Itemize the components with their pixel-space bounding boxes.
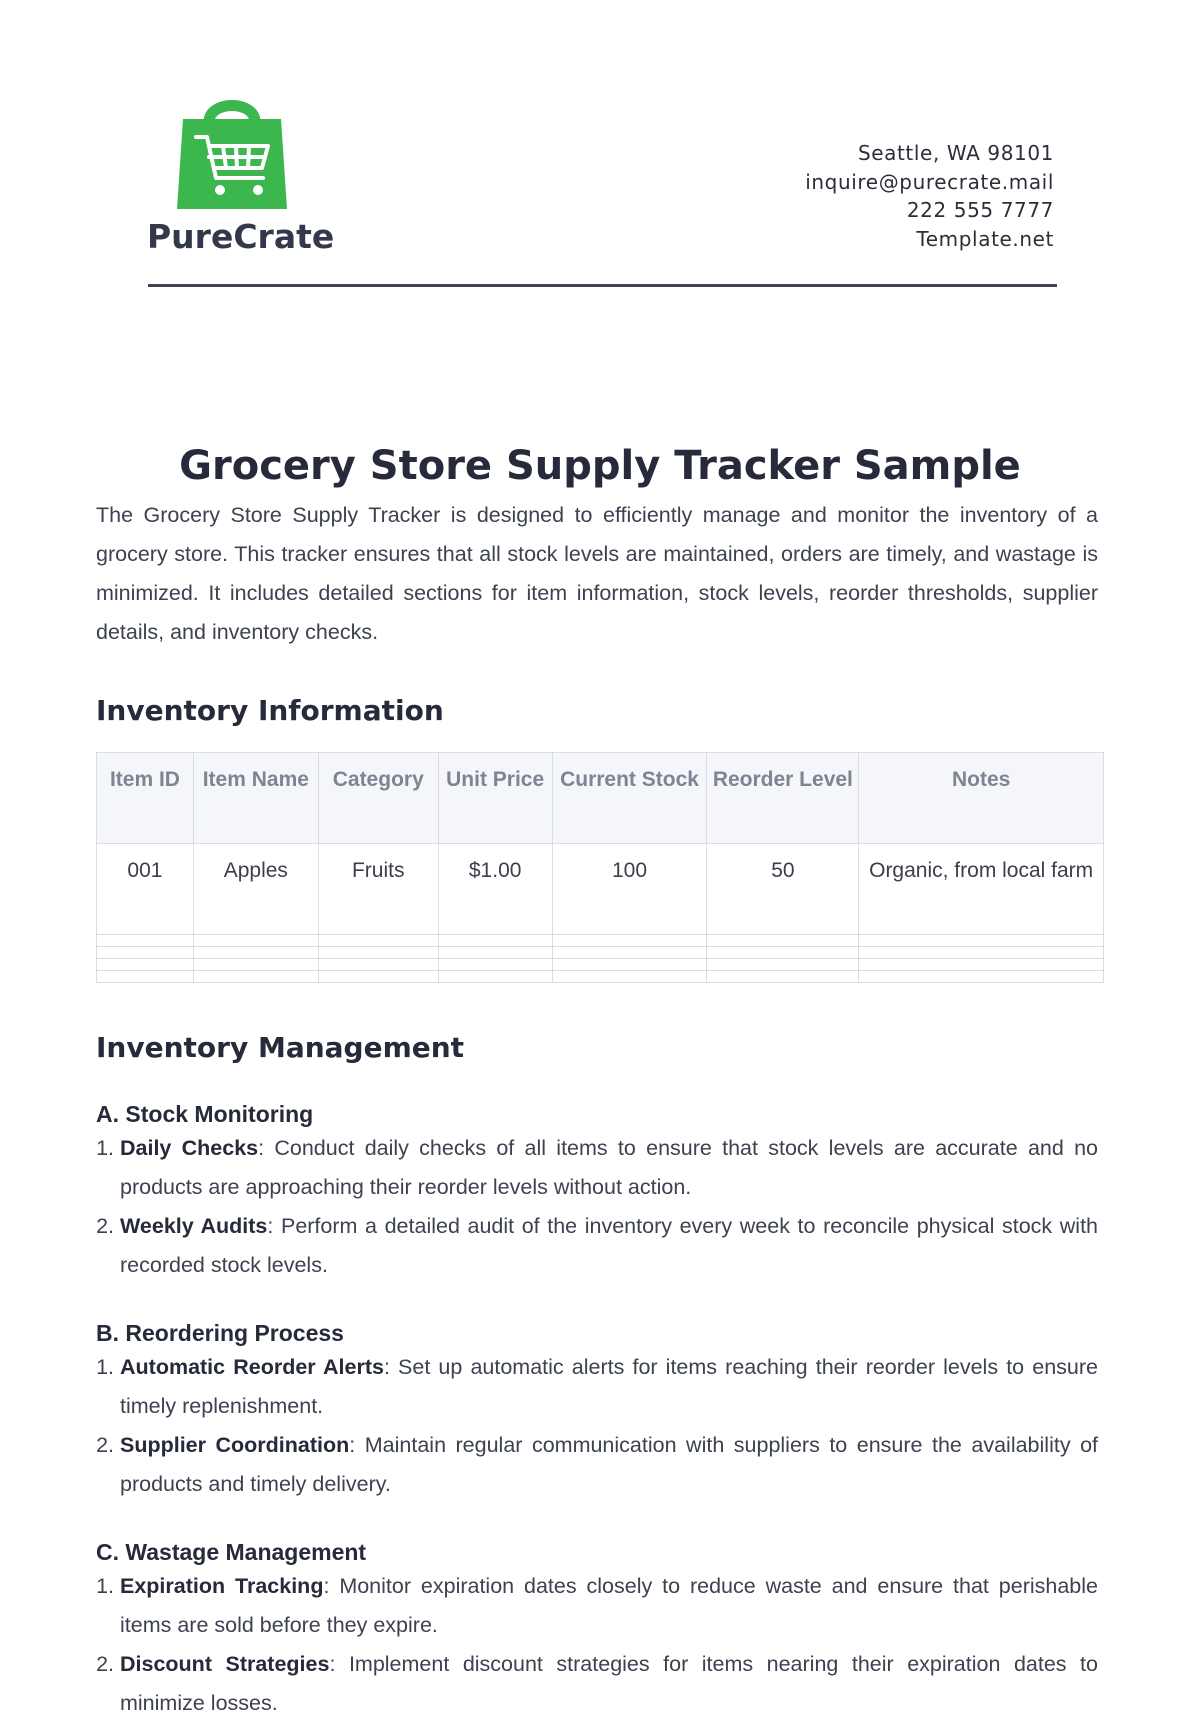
list-item: [120, 1567, 1098, 1645]
table-row: [97, 844, 1104, 935]
subsection-heading-wastage-management: C. Wastage Management: [96, 1539, 367, 1565]
contact-address: Seattle, WA 98101: [857, 141, 1054, 165]
table-cell: 50: [707, 844, 859, 935]
header-divider: [148, 284, 1057, 287]
table-row-empty: [97, 947, 1104, 959]
brand-logo: [146, 92, 322, 212]
table-header-row: [97, 753, 1104, 844]
column-header: Current Stock: [552, 753, 707, 844]
column-header: Reorder Level: [707, 753, 859, 844]
table-cell: 001: [97, 844, 194, 935]
list-item-text: : Monitor expiration dates closely to reduce waste and ensure that perishable items are sold before they expire.: [120, 1574, 1098, 1637]
document-title: Grocery Store Supply Tracker Sample: [179, 443, 1021, 489]
list-item-term: Expiration Tracking: [120, 1574, 324, 1598]
column-header: Item ID: [97, 753, 194, 844]
section-heading-inventory-management: Inventory Management: [96, 1031, 465, 1064]
intro-paragraph: The Grocery Store Supply Tracker is designed to efficiently manage and monitor the inventory of a grocery store. This tracker ensures that all stock levels are maintained, orders are timely, and wastage is minimized. It includes detailed sections for item information, stock levels, reorder thresholds, supplier details, and inventory checks.: [96, 503, 1098, 644]
list-item-term: Automatic Reorder Alerts: [120, 1355, 384, 1379]
list-item-text: : Conduct daily checks of all items to ensure that stock levels are accurate and no products are approaching their reorder levels without action.: [120, 1136, 1098, 1199]
list-item: [120, 1426, 1098, 1504]
column-header: Unit Price: [438, 753, 552, 844]
table-cell: 100: [552, 844, 707, 935]
column-header: Category: [318, 753, 438, 844]
list-item: [120, 1348, 1098, 1426]
table-cell: Apples: [193, 844, 318, 935]
contact-block: [805, 139, 1054, 253]
table-row-empty: [97, 971, 1104, 983]
stock-monitoring-list: [96, 1129, 1098, 1285]
list-item-text: : Implement discount strategies for items nearing their expiration dates to minimize losses.: [120, 1652, 1098, 1715]
list-item-term: Weekly Audits: [120, 1214, 268, 1238]
column-header: Notes: [859, 753, 1104, 844]
contact-email[interactable]: inquire@purecrate.mail: [805, 169, 1054, 194]
column-header: Item Name: [193, 753, 318, 844]
list-item-term: Supplier Coordination: [120, 1433, 350, 1457]
contact-website[interactable]: Template.net: [916, 226, 1054, 251]
table-row-empty: [97, 935, 1104, 947]
subsection-heading-reordering-process: B. Reordering Process: [96, 1320, 344, 1346]
list-item: [120, 1645, 1098, 1723]
list-item-text: : Perform a detailed audit of the inventory every week to reconcile physical stock with recorded stock levels.: [120, 1214, 1099, 1277]
list-item-term: Discount Strategies: [120, 1652, 330, 1676]
table-row-empty: [97, 959, 1104, 971]
section-heading-inventory-information: Inventory Information: [96, 694, 444, 727]
reordering-process-list: [96, 1348, 1098, 1504]
wastage-management-list: [96, 1567, 1098, 1723]
list-item-text: : Maintain regular communication with suppliers to ensure the availability of products and timely delivery.: [120, 1433, 1099, 1496]
shopping-bag-cart-icon: [176, 92, 288, 212]
table-cell: $1.00: [438, 844, 552, 935]
table-cell: Fruits: [318, 844, 438, 935]
contact-phone: 222 555 7777: [906, 198, 1054, 222]
list-item-term: Daily Checks: [120, 1136, 259, 1160]
inventory-table: [96, 752, 1104, 983]
brand-name: PureCrate: [147, 217, 335, 256]
list-item: [120, 1207, 1098, 1285]
list-item-text: : Set up automatic alerts for items reaching their reorder levels to ensure timely replenishment.: [120, 1355, 1098, 1418]
subsection-heading-stock-monitoring: A. Stock Monitoring: [96, 1101, 314, 1127]
table-cell: Organic, from local farm: [859, 844, 1104, 935]
list-item: [120, 1129, 1098, 1207]
